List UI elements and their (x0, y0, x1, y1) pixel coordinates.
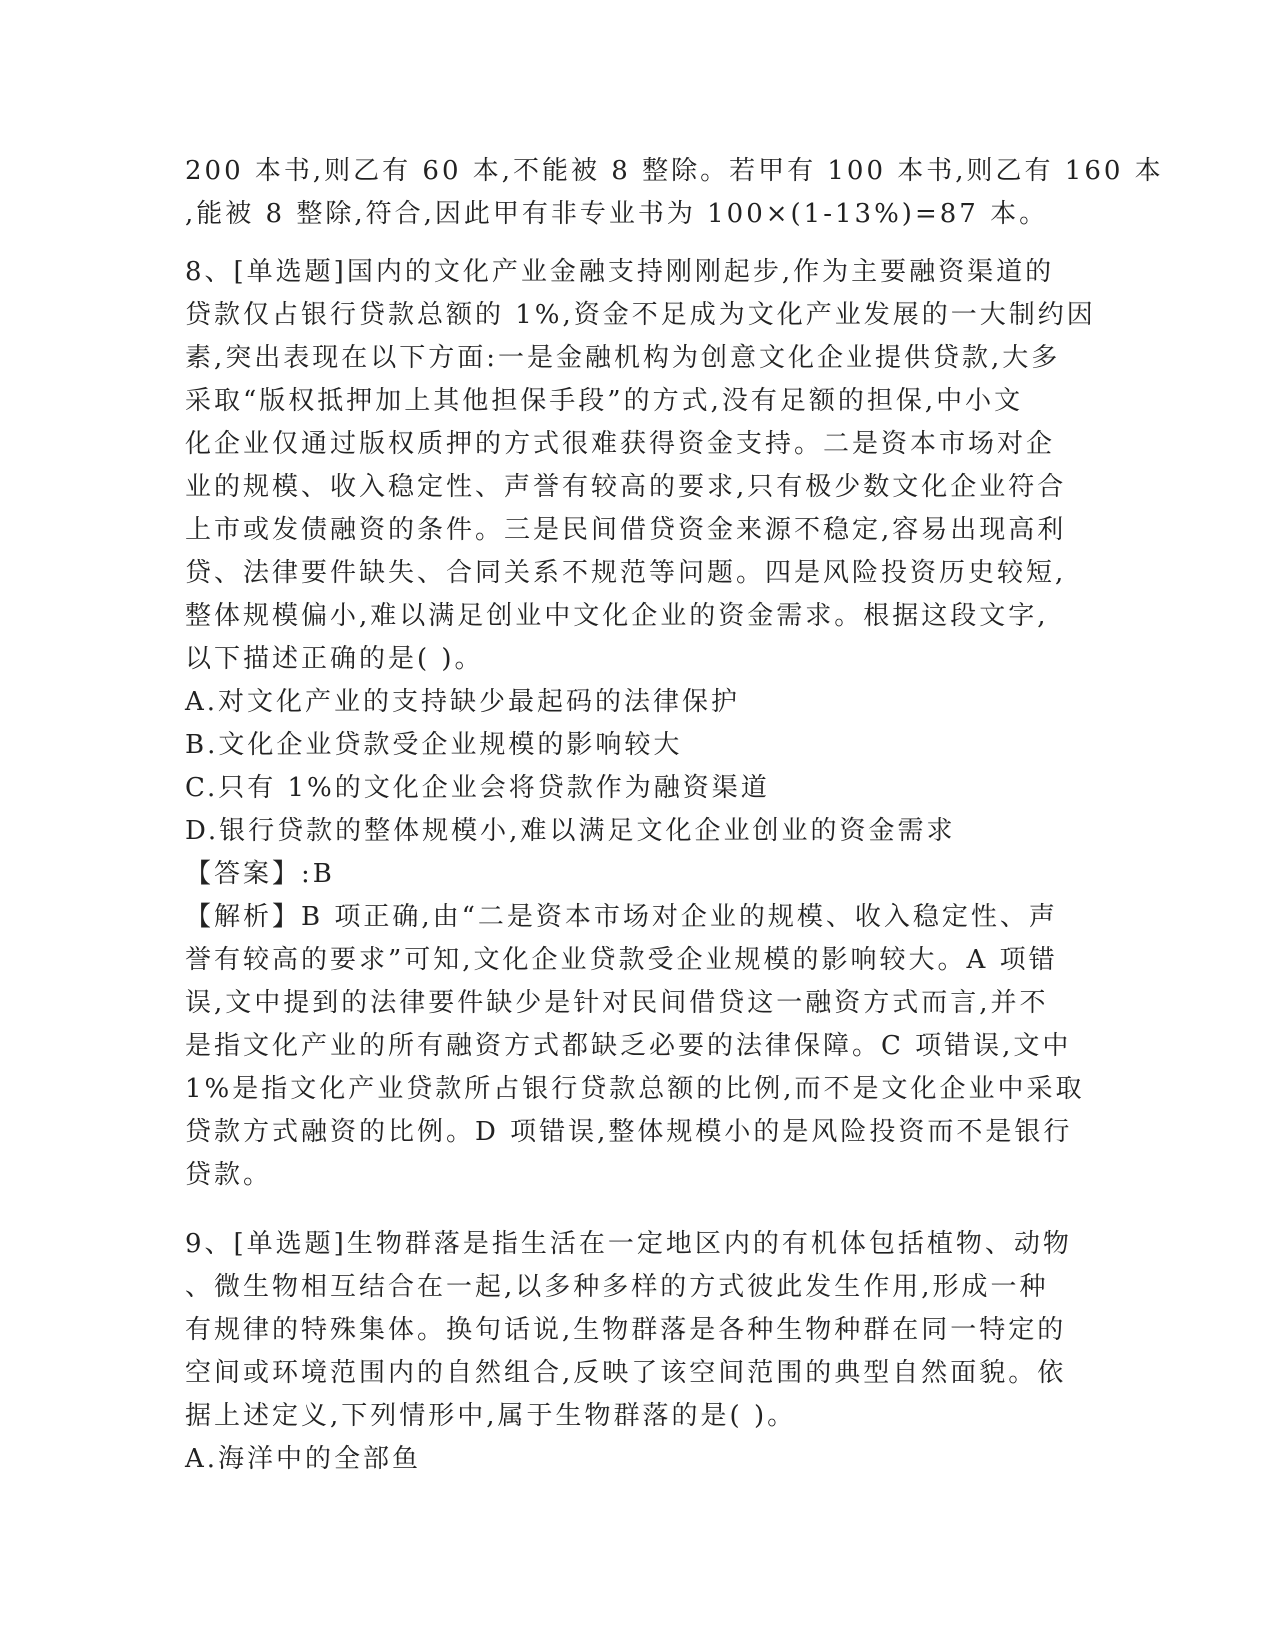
option-c: C.只有 1%的文化企业会将贷款作为融资渠道 (185, 773, 770, 803)
option-b: B.文化企业贷款受企业规模的影响较大 (185, 730, 683, 760)
analysis-line: 1%是指文化产业贷款所占银行贷款总额的比例,而不是文化企业中采取 (185, 1074, 1085, 1104)
question-8 (185, 251, 1096, 1197)
text-line: ,能被 8 整除,符合,因此甲有非专业书为 100×(1-13%)=87 本。 (185, 199, 1049, 229)
analysis-line: 贷款。 (185, 1160, 273, 1190)
stem-line: 采取“版权抵押加上其他担保手段”的方式,没有足额的担保,中小文 (185, 386, 1024, 416)
stem-line: 以下描述正确的是( )。 (185, 644, 484, 674)
question-9-stem (185, 1223, 1085, 1438)
analysis-line: 誉有较高的要求”可知,文化企业贷款受企业规模的影响较大。A 项错 (185, 945, 1058, 975)
stem-line: 、微生物相互结合在一起,以多种多样的方式彼此发生作用,形成一种 (185, 1272, 1049, 1302)
stem-line: 据上述定义,下列情形中,属于生物群落的是( )。 (185, 1401, 797, 1431)
option-a: A.对文化产业的支持缺少最起码的法律保护 (185, 687, 741, 717)
stem-line: 有规律的特殊集体。换句话说,生物群落是各种生物种群在同一特定的 (185, 1315, 1067, 1345)
analysis-line: 贷款方式融资的比例。D 项错误,整体规模小的是风险投资而不是银行 (185, 1117, 1073, 1147)
stem-line: 9、[单选题]生物群落是指生活在一定地区内的有机体包括植物、动物 (185, 1229, 1072, 1259)
text-line: 200 本书,则乙有 60 本,不能被 8 整除。若甲有 100 本书,则乙有 160 本 (185, 156, 1164, 186)
analysis-line: 是指文化产业的所有融资方式都缺乏必要的法律保障。C 项错误,文中 (185, 1031, 1072, 1061)
question-9 (185, 1223, 1085, 1481)
answer-line: 【答案】:B (185, 859, 335, 889)
question-8-options (185, 681, 1085, 853)
stem-line: 8、[单选题]国内的文化产业金融支持刚刚起步,作为主要融资渠道的 (185, 257, 1055, 287)
stem-line: 贷、法律要件缺失、合同关系不规范等问题。四是风险投资历史较短, (185, 558, 1067, 588)
stem-line: 整体规模偏小,难以满足创业中文化企业的资金需求。根据这段文字, (185, 601, 1049, 631)
stem-line: 上市或发债融资的条件。三是民间借贷资金来源不稳定,容易出现高利 (185, 515, 1067, 545)
question-8-stem (185, 251, 1096, 681)
stem-line: 业的规模、收入稳定性、声誉有较高的要求,只有极少数文化企业符合 (185, 472, 1067, 502)
question-9-options (185, 1438, 1085, 1481)
option-a: A.海洋中的全部鱼 (185, 1444, 422, 1474)
analysis-line: 误,文中提到的法律要件缺少是针对民间借贷这一融资方式而言,并不 (185, 988, 1049, 1018)
previous-explanation-end (185, 150, 1164, 236)
stem-line: 空间或环境范围内的自然组合,反映了该空间范围的典型自然面貌。依 (185, 1358, 1067, 1388)
stem-line: 化企业仅通过版权质押的方式很难获得资金支持。二是资本市场对企 (185, 429, 1056, 459)
stem-line: 贷款仅占银行贷款总额的 1%,资金不足成为文化产业发展的一大制约因 (185, 300, 1096, 330)
stem-line: 素,突出表现在以下方面:一是金融机构为创意文化企业提供贷款,大多 (185, 343, 1061, 373)
analysis-line: 【解析】B 项正确,由“二是资本市场对企业的规模、收入稳定性、声 (185, 902, 1058, 932)
option-d: D.银行贷款的整体规模小,难以满足文化企业创业的资金需求 (185, 816, 956, 846)
question-8-analysis (185, 896, 1085, 1197)
